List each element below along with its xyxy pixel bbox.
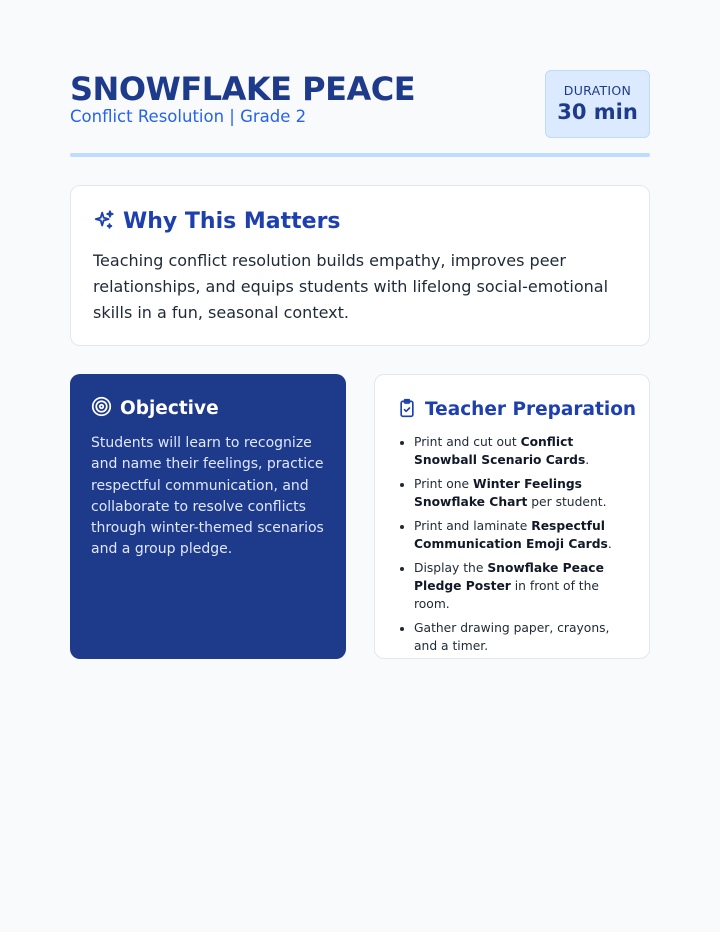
list-item: • Gather drawing paper, crayons, and a timer. [414,619,628,655]
objective-card [70,374,346,659]
prep-heading: Teacher Preparation [425,399,637,420]
objective-heading: Objective [120,397,219,419]
clipboard-check-icon [397,397,417,423]
why-this-matters-card [70,185,650,346]
list-item: • Display the Snowflake Peace Pledge Poster in front of the room. [414,559,628,613]
why-card-header [93,208,627,236]
why-heading: Why This Matters [123,209,341,234]
page-header [70,70,650,156]
prep-list [397,433,628,655]
prep-card-header [397,397,637,423]
list-item: • Print one Winter Feelings Snowflake Chart per student. [414,475,628,511]
page-subtitle: Conflict Resolution | Grade 2 [70,107,307,126]
teacher-preparation-card [374,374,650,659]
sparkles-icon [93,209,115,235]
target-icon [91,396,112,421]
duration-badge [545,70,650,138]
list-item: • Print and laminate Respectful Communication Emoji Cards. [414,517,628,553]
duration-label: DURATION [563,83,632,98]
page-title: SNOWFLAKE PEACE [70,70,416,108]
objective-body: Students will learn to recognize and name their feelings, practice respectful communication, and collaborate to resolve conflicts through winter-themed scenarios and a group pledge. [91,435,324,558]
duration-value: 30 min [557,100,638,124]
why-body: Teaching conflict resolution builds empathy, improves peer relationships, and equips students with lifelong social-emotional skills in a fun, seasonal context. [93,251,609,322]
list-item: • Print and cut out Conflict Snowball Scenario Cards. [414,433,628,469]
objective-card-header [91,396,325,421]
header-divider [70,153,650,157]
